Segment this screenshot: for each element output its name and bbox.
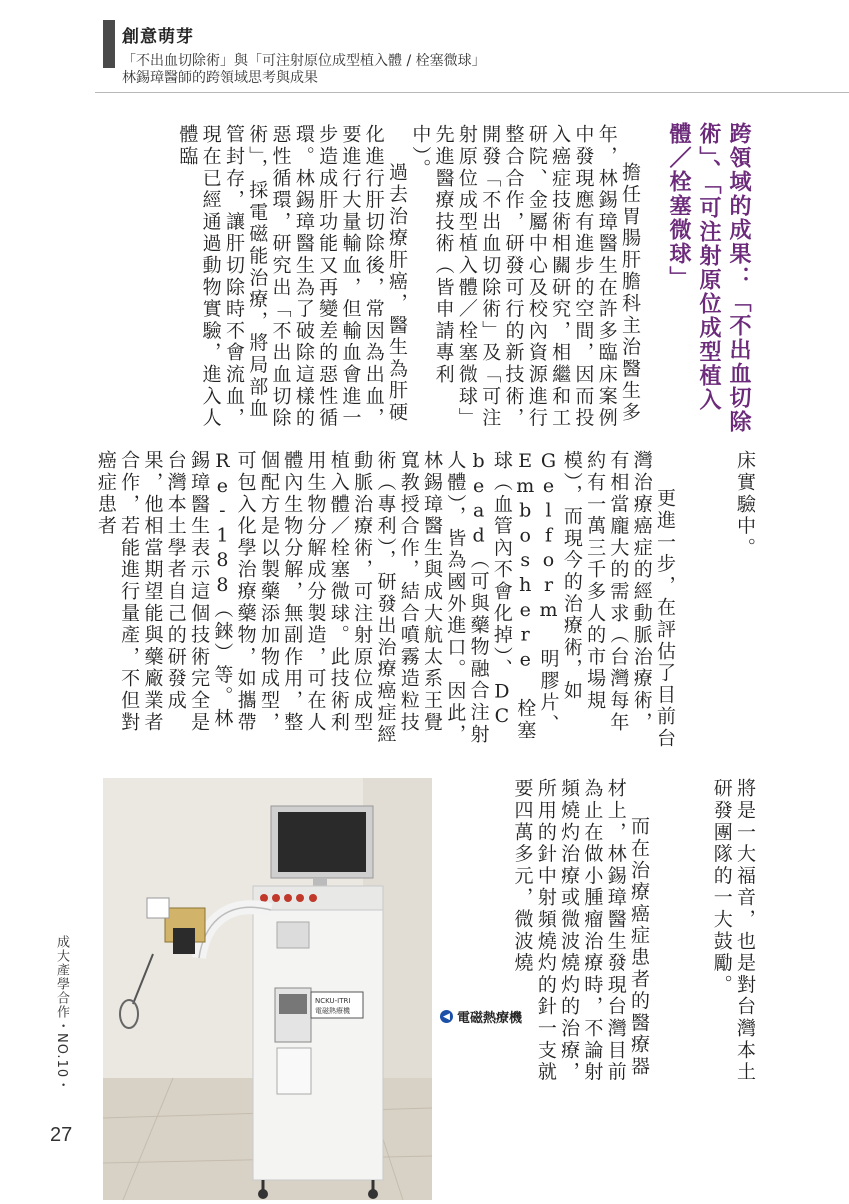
header-divider xyxy=(95,92,849,93)
publication-name: 成大產學合作・NO.10・ xyxy=(54,935,69,1093)
page-number: 27 xyxy=(50,1124,73,1146)
continued-column: 床實驗中。 xyxy=(734,450,756,559)
section-heading: 跨領域的成果：「不出血切除術」、「可注射原位成型植入體／栓塞微球」 xyxy=(666,122,752,434)
device-label-1: NCKU-ITRI xyxy=(315,997,351,1005)
paragraph-3: 更進一步，在評估了目前台灣治療癌症的經動脈治療術，有相當龐大的需求（台灣每年約有一萬三千多人的市場規模），而現今的治療術，如 Gelform 明膠片、Emboshere 栓塞球（血管內不會化掉）、DC bead（可與藥物融合注射人體），皆為國外進口。因此，林錫璋醫生與成大航太系王覺寬教授合作，結合噴霧造粒技術（專利），研發出治療癌症經動脈治療術，可注射原位成型植入體／栓塞微球。此技術利用生物分解成分製造，可在人體內生物分解，無副作用，整個配方是以製藥添加物成型，可包入化學治療藥物，如攜帶 Re-188（錸）等。林錫璋醫生表示這個技術完全是台灣本土學者自己的研發成果，他相當期望能與藥廠業者合作，若能進行量產，不但對癌症患者 xyxy=(94,450,676,750)
header-accent-bar xyxy=(103,20,115,68)
article-title-line2: 林錫璋醫師的跨領域思考與成果 xyxy=(122,70,318,86)
article-title-line1: 「不出血切除術」與「可注射原位成型植入體 / 栓塞微球」 xyxy=(122,53,486,69)
device-label-2: 電磁熱療機 xyxy=(315,1007,350,1015)
photo-caption-text: 電磁熱療機 xyxy=(457,1011,523,1026)
paragraph-4: 而在治療癌症患者的醫療器材上，林錫璋醫生發現台灣目前為止在做小腫瘤治療時，不論射頻燒灼治療或微波燒灼的治療，所用的針中射頻燒灼的針一支就要四萬多元，微波燒 xyxy=(511,778,650,1084)
intro-paragraph-2: 過去治療肝癌，醫生為肝硬化進行肝切除後，常因為出血，要進行大量輸血，但輸血會進一步造成肝功能又再變差的惡性循環。林錫璋醫生為了破除這樣的惡性循環，研究出「不出血切除術」，採電磁能治療，將局部血管封存，讓肝切除時不會流血，現在已經通過動物實驗，進入人體臨 xyxy=(176,124,409,430)
paragraph-3-end: 將是一大福音，也是對台灣本土研發團隊的一大鼓勵。 xyxy=(710,778,756,1084)
section-title: 創意萌芽 xyxy=(122,27,194,47)
intro-columns xyxy=(105,124,641,436)
device-photo xyxy=(103,778,432,1200)
intro-paragraph-1: 擔任胃腸肝膽科主治醫生多年，林錫璋醫生在許多臨床案例中發現應有進步的空間，因而投入癌症技術相關研究，相繼和工研院、金屬中心及校內資源進行整合合作，研發可行的新技術，開發「不出血切除術」及「可注射原位成型植入體／栓塞微球」先進醫療技術（皆申請專利中）。 xyxy=(409,124,641,430)
caption-arrow-icon: ◀ xyxy=(440,1010,453,1023)
photo-caption xyxy=(440,1007,522,1026)
electromagnetic-device-illustration xyxy=(103,778,432,1200)
